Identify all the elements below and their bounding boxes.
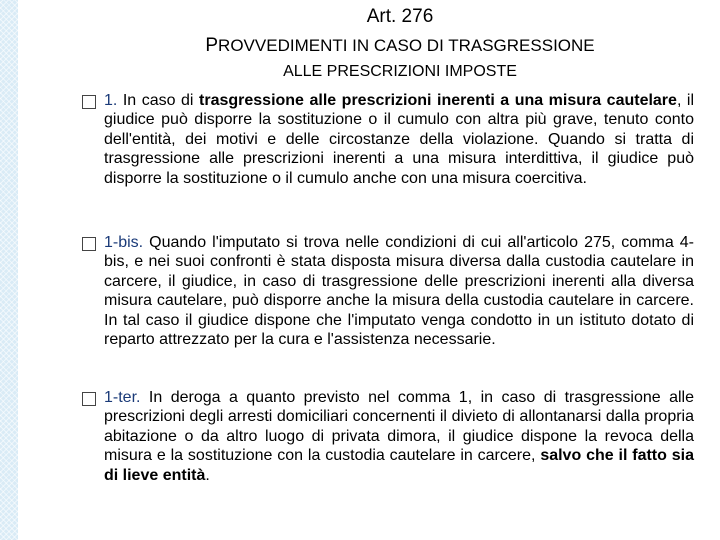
- paragraph-number: 1-bis.: [104, 234, 144, 251]
- article-heading-line1: [30, 35, 720, 57]
- bullet-icon: [82, 392, 96, 406]
- paragraph-1-ter: [104, 388, 694, 485]
- paragraph-lead: In caso di: [117, 92, 200, 109]
- decorative-side-band: [0, 0, 18, 540]
- paragraph-1: [104, 91, 694, 188]
- heading-rest: ROVVEDIMENTI IN CASO DI TRASGRESSIONE: [218, 36, 595, 55]
- paragraph-text: Quando l'imputato si trova nelle condizioni di cui all'articolo 275, comma 4-bis, e nei suoi confronti è stata disposta misura diversa dalla custodia cautelare in carcere, il giudice, in caso di trasgressione delle prescrizioni inerenti alla diversa misura cautelare, può disporre anche la misura della custodia cautelare in carcere. In tal caso il giudice dispone che l'imputato venga condotto in un istituto dotato di reparto attrezzato per la cura e l'assistenza necessarie.: [104, 234, 694, 349]
- paragraph-number: 1-ter.: [104, 389, 141, 406]
- paragraph-tail: .: [205, 466, 210, 484]
- paragraph-text: , il giudice può disporre la sostituzione o il cumulo con altra più grave, tenuto conto dell'entità, dei motivi e delle circostanze della violazione. Quando si tratta di trasgressione alle prescrizioni inerenti a una misura interdittiva, il giudice può disporre la sostituzione o il cumulo anche con una misura coercitiva.: [104, 92, 695, 187]
- paragraph-bold: salvo che il fatto sia di lieve entità: [104, 447, 695, 484]
- heading-initial: P: [205, 35, 219, 56]
- paragraph-1-bis: [104, 233, 694, 349]
- bullet-icon: [82, 95, 96, 109]
- paragraph-bold: trasgressione alle prescrizioni inerenti a una misura cautelare: [199, 92, 677, 109]
- paragraph-text: In deroga a quanto previsto nel comma 1, in caso di trasgressione alle prescrizioni degli arresti domiciliari concernenti il divieto di allontanarsi dalla propria abitazione o da altro luogo di privata dimora, il giudice dispone la revoca della misura e la sostituzione con la custodia cautelare in carcere,: [104, 389, 694, 465]
- paragraph-number: 1.: [104, 92, 118, 109]
- article-heading-line2: ALLE PRESCRIZIONI IMPOSTE: [283, 63, 517, 80]
- article-number: Art. 276: [366, 6, 434, 27]
- bullet-icon: [82, 237, 96, 251]
